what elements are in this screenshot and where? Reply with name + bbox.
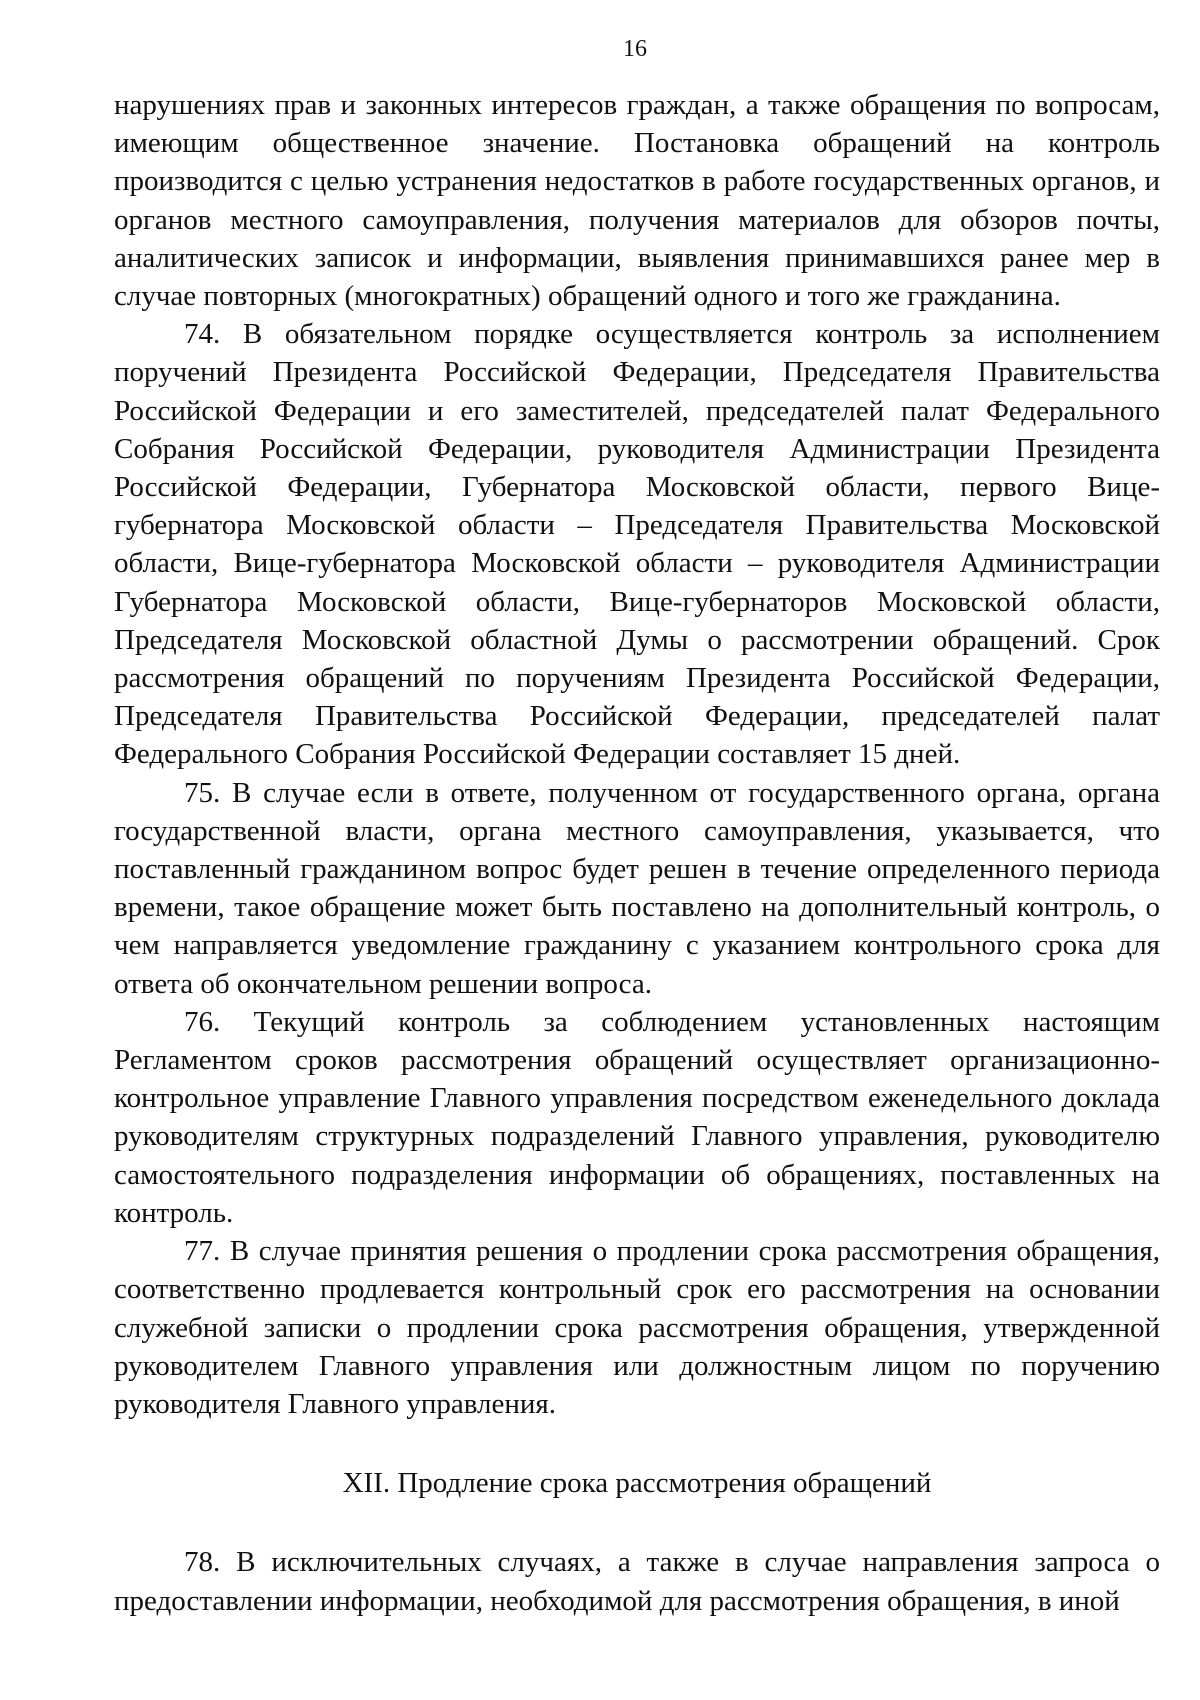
paragraph-76: 76. Текущий контроль за соблюдением установленных настоящим Регламентом сроков рассмотрения обращений осуществляет организационно-контрольное управление Главного управления посредством еженедельного доклада руководителям структурных подразделений Главного управления, руководителю самостоятельного подразделения информации об обращениях, поставленных на контроль. <box>114 1005 1160 1229</box>
page-number: 16 <box>623 36 647 62</box>
paragraph-77: 77. В случае принятия решения о продлении срока рассмотрения обращения, соответственно продлевается контрольный срок его рассмотрения на основании служебной записки о продлении срока рассмотрения обращения, утвержденной руководителем Главного управления или должностным лицом по поручению руководителя Главного управления. <box>114 1235 1160 1420</box>
paragraph-74: 74. В обязательном порядке осуществляется контроль за исполнением поручений Президента Российской Федерации, Председателя Правительства Российской Федерации и его заместителей, председателей палат Федерального Собрания Российской Федерации, руководителя Администрации Президента Российской Федерации, Губернатора Московской области, первого Вице-губернатора Московской области – Председателя Правительства Московской области, Вице-губернатора Московской области – руководителя Администрации Губернатора Московской области, Вице-губернаторов Московской области, Председателя Московской областной Думы о рассмотрении обращений. Срок рассмотрения обращений по поручениям Президента Российской Федерации, Председателя Правительства Российской Федерации, председателей палат Федерального Собрания Российской Федерации составляет 15 дней. <box>114 318 1160 771</box>
section-heading: XII. Продление срока рассмотрения обращений <box>342 1467 932 1500</box>
document-body <box>114 86 1160 1620</box>
paragraph-continuation: нарушениях прав и законных интересов граждан, а также обращения по вопросам, имеющим общественное значение. Постановка обращений на контроль производится с целью устранения недостатков в работе государственных органов, и органов местного самоуправления, получения материалов для обзоров почты, аналитических записок и информации, выявления принимавшихся ранее мер в случае повторных (многократных) обращений одного и того же гражданина. <box>114 89 1160 313</box>
paragraph-78: 78. В исключительных случаях, а также в случае направления запроса о предоставлении информации, необходимой для рассмотрения обращения, в иной <box>114 1546 1160 1617</box>
paragraph-75: 75. В случае если в ответе, полученном от государственного органа, органа государственной власти, органа местного самоуправления, указывается, что поставленный гражданином вопрос будет решен в течение определенного периода времени, такое обращение может быть поставлено на дополнительный контроль, о чем направляется уведомление гражданину с указанием контрольного срока для ответа об окончательном решении вопроса. <box>114 776 1160 1000</box>
